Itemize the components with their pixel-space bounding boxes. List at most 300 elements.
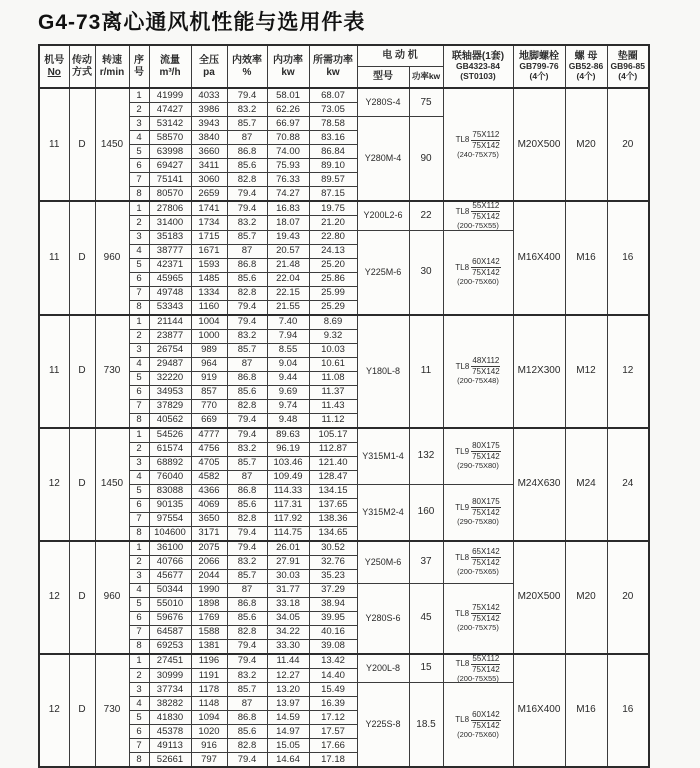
cell-seq: 6 [129, 385, 149, 399]
cell-seq: 8 [129, 753, 149, 768]
cell-motor-model: Y225M-6 [357, 230, 409, 315]
table-body [39, 88, 649, 767]
cell-seq: 4 [129, 583, 149, 597]
cell-flow: 21144 [149, 315, 191, 330]
cell-efficiency: 79.4 [227, 413, 267, 428]
label: (4个) [618, 71, 638, 82]
header-row-1 [39, 45, 649, 67]
cell-coupling [443, 484, 513, 541]
col-header-anchor-bolt [513, 45, 565, 88]
coupling-note: (290-75X80) [457, 461, 499, 471]
cell-power: 14.97 [267, 725, 309, 739]
cell-pressure: 964 [191, 357, 227, 371]
cell-pressure: 2659 [191, 187, 227, 202]
cell-required-power: 24.13 [309, 244, 357, 258]
cell-pressure: 1898 [191, 597, 227, 611]
cell-motor-power: 75 [409, 88, 443, 117]
cell-efficiency: 85.6 [227, 611, 267, 625]
cell-flow: 40562 [149, 413, 191, 428]
label: 号 [134, 66, 144, 78]
coupling-fraction-top: 60X142 [472, 257, 500, 267]
cell-washer: 16 [607, 201, 649, 315]
cell-efficiency: 79.4 [227, 654, 267, 669]
cell-power: 13.97 [267, 697, 309, 711]
cell-required-power: 10.61 [309, 357, 357, 371]
coupling-note: (200-75X55) [457, 673, 499, 683]
cell-power: 34.22 [267, 625, 309, 639]
cell-power: 20.57 [267, 244, 309, 258]
cell-efficiency: 83.2 [227, 555, 267, 569]
cell-flow: 31400 [149, 216, 191, 230]
cell-pressure: 1020 [191, 725, 227, 739]
cell-flow: 53142 [149, 117, 191, 131]
cell-power: 114.33 [267, 484, 309, 498]
col-header-flow [149, 45, 191, 88]
cell-washer: 16 [607, 654, 649, 768]
cell-flow: 42371 [149, 258, 191, 272]
cell-required-power: 19.75 [309, 201, 357, 216]
cell-required-power: 25.99 [309, 286, 357, 300]
cell-pressure: 1485 [191, 272, 227, 286]
cell-motor-model: Y280S-4 [357, 88, 409, 117]
label: r/min [99, 66, 125, 78]
cell-power: 27.91 [267, 555, 309, 569]
cell-flow: 97554 [149, 512, 191, 526]
cell-power: 30.03 [267, 569, 309, 583]
cell-pressure: 1381 [191, 639, 227, 654]
label: 垫圈 [617, 50, 638, 62]
coupling-spec [444, 258, 513, 286]
cell-efficiency: 85.7 [227, 343, 267, 357]
cell-motor-power: 45 [409, 583, 443, 654]
label: GB96-85 [610, 61, 645, 72]
cell-seq: 3 [129, 117, 149, 131]
cell-power: 103.46 [267, 456, 309, 470]
cell-motor-power: 18.5 [409, 683, 443, 768]
cell-flow: 90135 [149, 498, 191, 512]
cell-flow: 61574 [149, 442, 191, 456]
col-header-speed [95, 45, 129, 88]
cell-seq: 6 [129, 725, 149, 739]
cell-washer: 24 [607, 428, 649, 541]
cell-efficiency: 85.7 [227, 683, 267, 697]
coupling-main [455, 604, 500, 623]
cell-required-power: 8.69 [309, 315, 357, 330]
cell-power: 26.01 [267, 541, 309, 556]
coupling-note: (290-75X80) [457, 517, 499, 527]
cell-flow: 59676 [149, 611, 191, 625]
cell-flow: 52661 [149, 753, 191, 768]
cell-efficiency: 83.2 [227, 216, 267, 230]
coupling-type: TL9 [455, 446, 470, 456]
cell-required-power: 16.39 [309, 697, 357, 711]
coupling-type: TL9 [455, 502, 470, 512]
cell-efficiency: 85.6 [227, 725, 267, 739]
cell-anchor-bolt: M12X300 [513, 315, 565, 428]
cell-power: 34.05 [267, 611, 309, 625]
cell-required-power: 15.49 [309, 683, 357, 697]
cell-required-power: 11.43 [309, 399, 357, 413]
cell-pressure: 2066 [191, 555, 227, 569]
cell-pressure: 4033 [191, 88, 227, 103]
coupling-fraction-bottom: 75X142 [472, 212, 500, 221]
cell-drive: D [69, 428, 95, 541]
coupling-note: (200-75X60) [457, 729, 499, 739]
cell-coupling [443, 88, 513, 201]
cell-machine-no: 11 [39, 315, 69, 428]
cell-machine-no: 12 [39, 654, 69, 768]
cell-motor-power: 15 [409, 654, 443, 683]
cell-motor-model: Y315M2-4 [357, 484, 409, 541]
cell-flow: 37829 [149, 399, 191, 413]
cell-power: 7.94 [267, 329, 309, 343]
cell-motor-power: 132 [409, 428, 443, 485]
cell-pressure: 857 [191, 385, 227, 399]
cell-efficiency: 79.4 [227, 541, 267, 556]
label: 流量 [160, 55, 180, 66]
coupling-fraction-bottom: 75X142 [472, 140, 500, 150]
cell-coupling [443, 428, 513, 485]
cell-flow: 30999 [149, 668, 191, 682]
cell-coupling [443, 201, 513, 230]
cell-power: 117.31 [267, 498, 309, 512]
cell-flow: 69253 [149, 639, 191, 654]
cell-pressure: 1769 [191, 611, 227, 625]
coupling-spec [444, 442, 513, 470]
cell-efficiency: 82.8 [227, 739, 267, 753]
cell-pressure: 3986 [191, 103, 227, 117]
table-header [39, 45, 649, 88]
cell-motor-model: Y315M1-4 [357, 428, 409, 485]
coupling-fraction [471, 711, 501, 730]
cell-power: 12.27 [267, 668, 309, 682]
cell-flow: 63998 [149, 145, 191, 159]
label: 序 [134, 55, 144, 66]
cell-flow: 49113 [149, 739, 191, 753]
coupling-type: TL8 [455, 552, 470, 562]
coupling-fraction-top: 75X142 [472, 603, 500, 613]
coupling-fraction-bottom: 75X142 [472, 508, 500, 518]
cell-coupling [443, 230, 513, 315]
cell-efficiency: 79.4 [227, 187, 267, 202]
coupling-main [455, 711, 500, 730]
coupling-note: (200-75X55) [457, 221, 499, 230]
cell-flow: 40766 [149, 555, 191, 569]
cell-seq: 2 [129, 668, 149, 682]
cell-pressure: 770 [191, 399, 227, 413]
cell-flow: 41830 [149, 711, 191, 725]
cell-required-power: 32.76 [309, 555, 357, 569]
coupling-type: TL8 [455, 206, 470, 216]
coupling-type: TL8 [455, 715, 470, 725]
cell-efficiency: 85.7 [227, 117, 267, 131]
cell-power: 19.43 [267, 230, 309, 244]
label: 机号 [44, 55, 65, 66]
cell-efficiency: 83.2 [227, 442, 267, 456]
coupling-type: TL8 [455, 659, 470, 668]
cell-efficiency: 86.8 [227, 711, 267, 725]
cell-efficiency: 86.8 [227, 371, 267, 385]
label: GB4323-84 [456, 61, 500, 72]
cell-nut: M20 [565, 541, 607, 654]
cell-efficiency: 79.4 [227, 428, 267, 443]
cell-seq: 2 [129, 103, 149, 117]
coupling-fraction-bottom: 75X142 [472, 367, 500, 377]
cell-seq: 8 [129, 526, 149, 541]
cell-seq: 3 [129, 230, 149, 244]
cell-speed: 960 [95, 541, 129, 654]
cell-motor-power: 37 [409, 541, 443, 584]
cell-coupling [443, 654, 513, 683]
cell-flow: 45677 [149, 569, 191, 583]
cell-anchor-bolt: M16X400 [513, 654, 565, 768]
cell-power: 9.74 [267, 399, 309, 413]
cell-seq: 6 [129, 498, 149, 512]
cell-drive: D [69, 201, 95, 315]
cell-flow: 50344 [149, 583, 191, 597]
cell-pressure: 1178 [191, 683, 227, 697]
label: 转速 [102, 55, 122, 66]
cell-drive: D [69, 315, 95, 428]
cell-seq: 5 [129, 258, 149, 272]
cell-required-power: 121.40 [309, 456, 357, 470]
coupling-spec [444, 548, 513, 576]
col-header-machine-no [39, 45, 69, 88]
coupling-fraction-top: 80X175 [472, 497, 500, 507]
cell-pressure: 1593 [191, 258, 227, 272]
cell-seq: 5 [129, 145, 149, 159]
cell-seq: 6 [129, 272, 149, 286]
label: GB52-86 [568, 61, 604, 72]
cell-flow: 54526 [149, 428, 191, 443]
cell-motor-model: Y280S-6 [357, 583, 409, 654]
cell-required-power: 39.08 [309, 639, 357, 654]
cell-seq: 1 [129, 654, 149, 669]
cell-efficiency: 82.8 [227, 399, 267, 413]
cell-efficiency: 87 [227, 697, 267, 711]
cell-pressure: 1741 [191, 201, 227, 216]
label: 内功率 [273, 55, 303, 66]
cell-anchor-bolt: M20X500 [513, 88, 565, 201]
cell-flow: 45965 [149, 272, 191, 286]
label: 传动 [72, 55, 92, 66]
cell-power: 22.04 [267, 272, 309, 286]
cell-flow: 34953 [149, 385, 191, 399]
cell-required-power: 38.94 [309, 597, 357, 611]
cell-efficiency: 85.7 [227, 569, 267, 583]
cell-coupling [443, 541, 513, 584]
coupling-spec [444, 604, 513, 632]
cell-required-power: 17.57 [309, 725, 357, 739]
cell-power: 21.55 [267, 300, 309, 315]
cell-speed: 1450 [95, 88, 129, 201]
cell-speed: 1450 [95, 428, 129, 541]
label: kw [326, 66, 340, 78]
cell-efficiency: 79.4 [227, 88, 267, 103]
cell-seq: 6 [129, 611, 149, 625]
cell-power: 109.49 [267, 470, 309, 484]
label: 联轴器(1套) [451, 50, 505, 62]
cell-efficiency: 85.7 [227, 456, 267, 470]
coupling-fraction-top: 55X112 [472, 653, 500, 663]
coupling-note: (200-75X65) [457, 567, 499, 577]
col-header-drive [69, 45, 95, 88]
table-row [39, 88, 649, 103]
cell-power: 33.30 [267, 639, 309, 654]
cell-pressure: 1671 [191, 244, 227, 258]
cell-pressure: 3060 [191, 173, 227, 187]
cell-coupling [443, 315, 513, 428]
cell-seq: 7 [129, 286, 149, 300]
cell-required-power: 40.16 [309, 625, 357, 639]
cell-power: 96.19 [267, 442, 309, 456]
cell-power: 9.48 [267, 413, 309, 428]
cell-flow: 64587 [149, 625, 191, 639]
cell-required-power: 112.87 [309, 442, 357, 456]
cell-power: 74.00 [267, 145, 309, 159]
cell-required-power: 105.17 [309, 428, 357, 443]
cell-seq: 1 [129, 88, 149, 103]
cell-motor-model: Y280M-4 [357, 117, 409, 202]
coupling-spec [444, 498, 513, 526]
cell-seq: 7 [129, 739, 149, 753]
cell-required-power: 22.80 [309, 230, 357, 244]
cell-seq: 2 [129, 216, 149, 230]
cell-flow: 37734 [149, 683, 191, 697]
coupling-type: TL8 [455, 361, 470, 371]
coupling-type: TL8 [455, 262, 470, 272]
cell-pressure: 989 [191, 343, 227, 357]
cell-power: 15.05 [267, 739, 309, 753]
coupling-fraction [471, 202, 500, 221]
cell-required-power: 11.37 [309, 385, 357, 399]
col-header-required-power [309, 45, 357, 88]
col-header-washer [607, 45, 649, 88]
cell-seq: 4 [129, 244, 149, 258]
cell-flow: 104600 [149, 526, 191, 541]
cell-seq: 8 [129, 413, 149, 428]
coupling-main [456, 357, 501, 376]
coupling-spec [444, 711, 513, 739]
cell-efficiency: 82.8 [227, 173, 267, 187]
cell-efficiency: 79.4 [227, 315, 267, 330]
cell-pressure: 1148 [191, 697, 227, 711]
cell-efficiency: 82.8 [227, 512, 267, 526]
cell-pressure: 1000 [191, 329, 227, 343]
cell-pressure: 797 [191, 753, 227, 768]
cell-pressure: 1094 [191, 711, 227, 725]
coupling-fraction [471, 498, 501, 517]
coupling-fraction-top: 75X112 [472, 129, 500, 139]
table-row [39, 541, 649, 556]
coupling-type: TL8 [455, 608, 470, 618]
cell-seq: 7 [129, 625, 149, 639]
cell-seq: 7 [129, 173, 149, 187]
cell-flow: 58570 [149, 131, 191, 145]
cell-required-power: 9.32 [309, 329, 357, 343]
cell-power: 16.83 [267, 201, 309, 216]
coupling-fraction [471, 655, 500, 674]
label: % [242, 66, 252, 78]
cell-required-power: 21.20 [309, 216, 357, 230]
coupling-fraction [471, 357, 500, 376]
cell-power: 62.26 [267, 103, 309, 117]
cell-efficiency: 87 [227, 357, 267, 371]
coupling-fraction-bottom: 75X142 [472, 614, 500, 624]
coupling-fraction-top: 60X142 [472, 709, 500, 719]
cell-power: 76.33 [267, 173, 309, 187]
col-header-power [267, 45, 309, 88]
fan-spec-table [38, 44, 650, 768]
cell-efficiency: 86.8 [227, 145, 267, 159]
cell-seq: 5 [129, 711, 149, 725]
cell-efficiency: 85.7 [227, 230, 267, 244]
cell-seq: 5 [129, 597, 149, 611]
cell-power: 13.20 [267, 683, 309, 697]
cell-seq: 6 [129, 159, 149, 173]
cell-power: 9.44 [267, 371, 309, 385]
cell-power: 9.69 [267, 385, 309, 399]
cell-flow: 38777 [149, 244, 191, 258]
cell-pressure: 3943 [191, 117, 227, 131]
cell-flow: 35183 [149, 230, 191, 244]
label: m³/h [159, 66, 181, 78]
cell-required-power: 78.58 [309, 117, 357, 131]
cell-seq: 1 [129, 541, 149, 556]
cell-flow: 23877 [149, 329, 191, 343]
cell-coupling [443, 683, 513, 768]
cell-seq: 5 [129, 484, 149, 498]
cell-seq: 4 [129, 357, 149, 371]
cell-efficiency: 79.4 [227, 300, 267, 315]
label: kw [281, 66, 295, 78]
cell-efficiency: 87 [227, 470, 267, 484]
label: 内效率 [232, 55, 262, 66]
cell-seq: 4 [129, 470, 149, 484]
cell-motor-power: 22 [409, 201, 443, 230]
cell-efficiency: 83.2 [227, 329, 267, 343]
cell-pressure: 669 [191, 413, 227, 428]
coupling-note: (240-75X75) [457, 149, 499, 159]
col-header-motor: 电 动 机 [357, 45, 443, 67]
coupling-fraction-bottom: 75X142 [472, 558, 500, 568]
cell-efficiency: 85.6 [227, 385, 267, 399]
cell-motor-model: Y200L2-6 [357, 201, 409, 230]
cell-required-power: 87.15 [309, 187, 357, 202]
cell-power: 31.77 [267, 583, 309, 597]
cell-pressure: 4756 [191, 442, 227, 456]
cell-power: 7.40 [267, 315, 309, 330]
coupling-spec [444, 357, 513, 385]
cell-coupling [443, 583, 513, 654]
coupling-main [456, 655, 501, 674]
cell-pressure: 1334 [191, 286, 227, 300]
cell-power: 33.18 [267, 597, 309, 611]
cell-power: 66.97 [267, 117, 309, 131]
cell-required-power: 134.65 [309, 526, 357, 541]
cell-power: 18.07 [267, 216, 309, 230]
cell-required-power: 89.10 [309, 159, 357, 173]
coupling-fraction [471, 442, 501, 461]
col-header-coupling [443, 45, 513, 88]
cell-pressure: 3411 [191, 159, 227, 173]
cell-power: 89.63 [267, 428, 309, 443]
cell-motor-model: Y180L-8 [357, 315, 409, 428]
cell-pressure: 1191 [191, 668, 227, 682]
cell-pressure: 4366 [191, 484, 227, 498]
cell-required-power: 68.07 [309, 88, 357, 103]
cell-seq: 8 [129, 187, 149, 202]
